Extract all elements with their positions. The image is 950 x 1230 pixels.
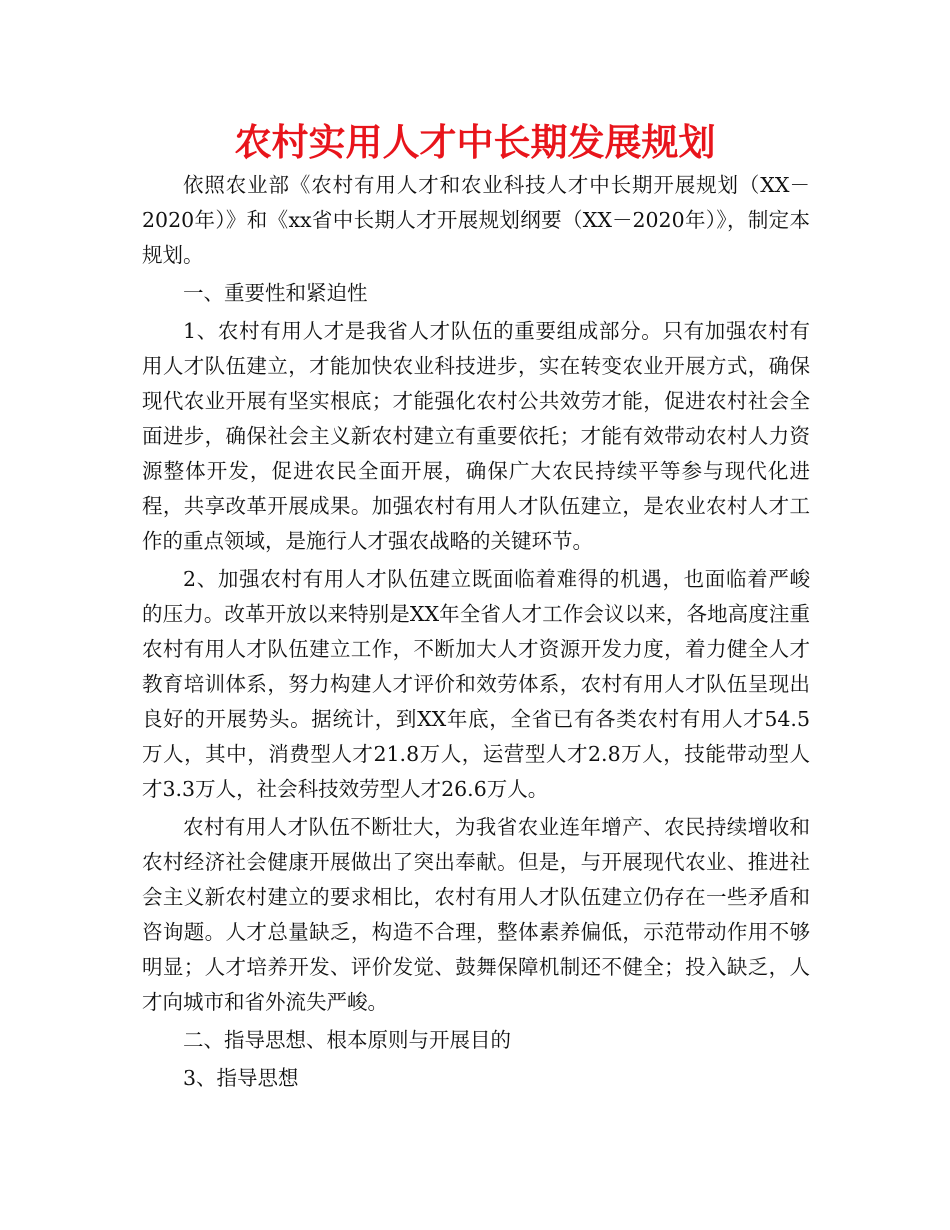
section-heading-2: 二、指导思想、根本原则与开展目的 bbox=[183, 1028, 511, 1052]
section-heading-1: 一、重要性和紧迫性 bbox=[183, 281, 368, 305]
subsection-heading-3: 3、指导思想 bbox=[183, 1066, 299, 1090]
paragraph-3: 农村有用人才队伍不断壮大，为我省农业连年增产、农民持续增收和农村经济社会健康开展做出了突出奉献。但是，与开展现代农业、推进社会主义新农村建立的要求相比，农村有用人才队伍建立仍存在一些矛盾和咨询题。人才总量缺乏，构造不合理，整体素养偏低，示范带动作用不够明显；人才培养开发、评价发觉、鼓舞保障机制还不健全；投入缺乏，人才向城市和省外流失严峻。 bbox=[142, 815, 810, 1014]
document-body bbox=[142, 168, 810, 1099]
intro-paragraph: 依照农业部《农村有用人才和农业科技人才中长期开展规划（XX－2020年）》和《xx省中长期人才开展规划纲要（XX－2020年）》，制定本规划。 bbox=[142, 173, 810, 267]
document-title: 农村实用人才中长期发展规划 bbox=[234, 121, 716, 164]
paragraph-1: 1、农村有用人才是我省人才队伍的重要组成部分。只有加强农村有用人才队伍建立，才能加快农业科技进步，实在转变农业开展方式，确保现代农业开展有坚实根底；才能强化农村公共效劳才能，促进农村社会全面进步，确保社会主义新农村建立有重要依托；才能有效带动农村人力资源整体开发，促进农民全面开展，确保广大农民持续平等参与现代化进程，共享改革开展成果。加强农村有用人才队伍建立，是农业农村人才工作的重点领域，是施行人才强农战略的关键环节。 bbox=[142, 319, 810, 553]
paragraph-2: 2、加强农村有用人才队伍建立既面临着难得的机遇，也面临着严峻的压力。改革开放以来特别是XX年全省人才工作会议以来，各地高度注重农村有用人才队伍建立工作，不断加大人才资源开发力度，着力健全人才教育培训体系，努力构建人才评价和效劳体系，农村有用人才队伍呈现出良好的开展势头。据统计，到XX年底，全省已有各类农村有用人才54.5万人，其中，消费型人才21.8万人，运营型人才2.8万人，技能带动型人才3.3万人，社会科技效劳型人才26.6万人。 bbox=[142, 567, 810, 801]
